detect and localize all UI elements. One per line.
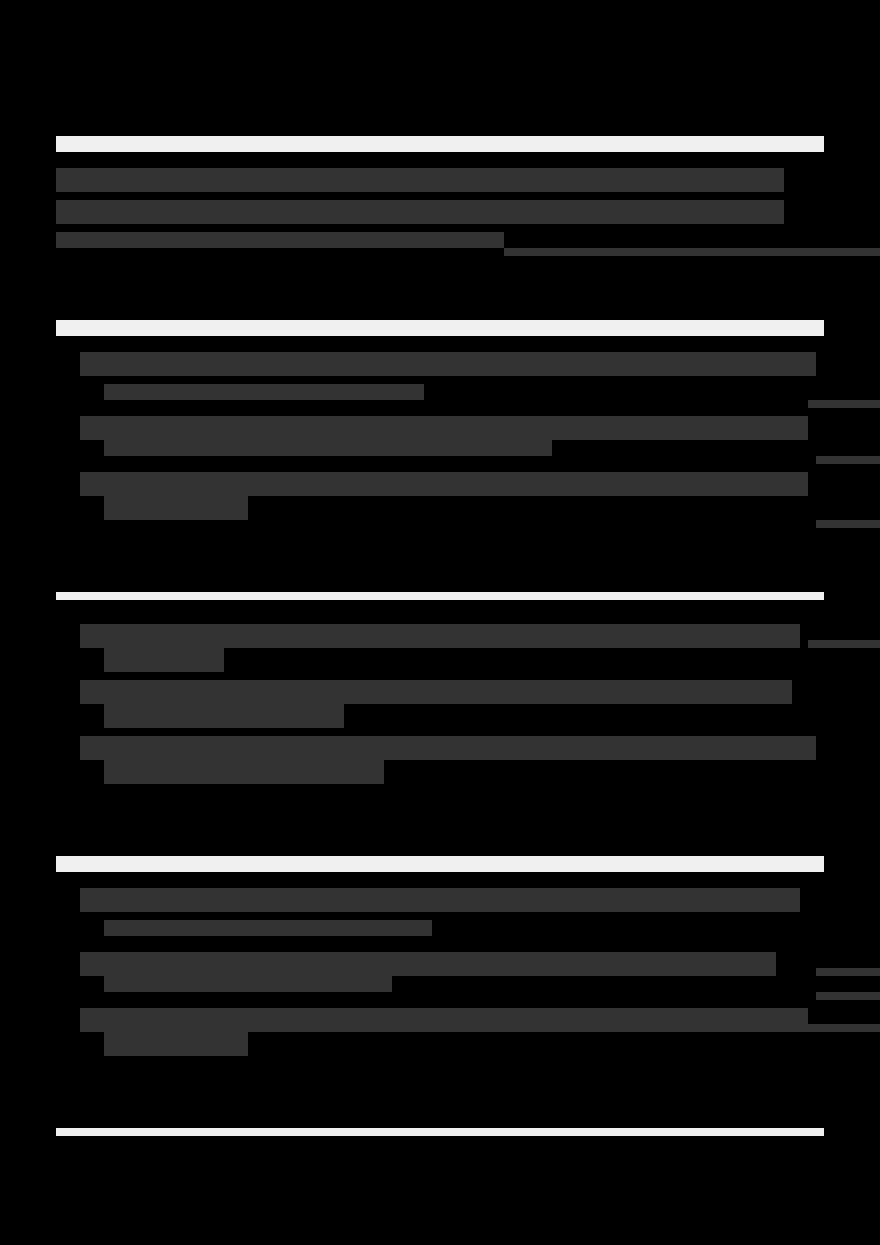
redacted-underline [808,400,880,408]
redacted-list-item-line [104,976,392,992]
section-header-bar-4 [56,856,824,872]
section-header-bar-3 [56,592,824,600]
redacted-list-item-line [80,680,792,704]
redacted-list-item-line [80,416,808,440]
redacted-underline [808,640,880,648]
redacted-list-item-line [80,352,816,376]
redacted-list-item-line [80,624,800,648]
redacted-underline [816,456,880,464]
redacted-paragraph-line [56,200,784,224]
redacted-underline [816,968,880,976]
redacted-list-item-line [104,496,248,520]
redacted-list-item-line [80,888,800,912]
redacted-underline [808,1024,880,1032]
redacted-paragraph-line [56,168,784,192]
redacted-list-item-line [104,1032,248,1056]
redacted-underline [784,248,880,256]
section-header-bar-1 [56,136,824,152]
redacted-list-item-line [104,704,344,728]
redacted-list-item-line [104,384,424,400]
redacted-list-item-line [80,736,816,760]
redacted-list-item-line [104,440,552,456]
redacted-list-item-line [80,1008,808,1032]
redacted-list-item-line [104,648,224,672]
redacted-underline [816,520,880,528]
redacted-list-item-line [104,760,384,784]
redacted-list-item-line [80,952,776,976]
redacted-list-item-line [80,472,808,496]
section-header-bar-2 [56,320,824,336]
section-header-bar-5 [56,1128,824,1136]
redacted-list-item-line [104,920,432,936]
redacted-underline [816,992,880,1000]
redacted-paragraph-line [56,232,504,248]
